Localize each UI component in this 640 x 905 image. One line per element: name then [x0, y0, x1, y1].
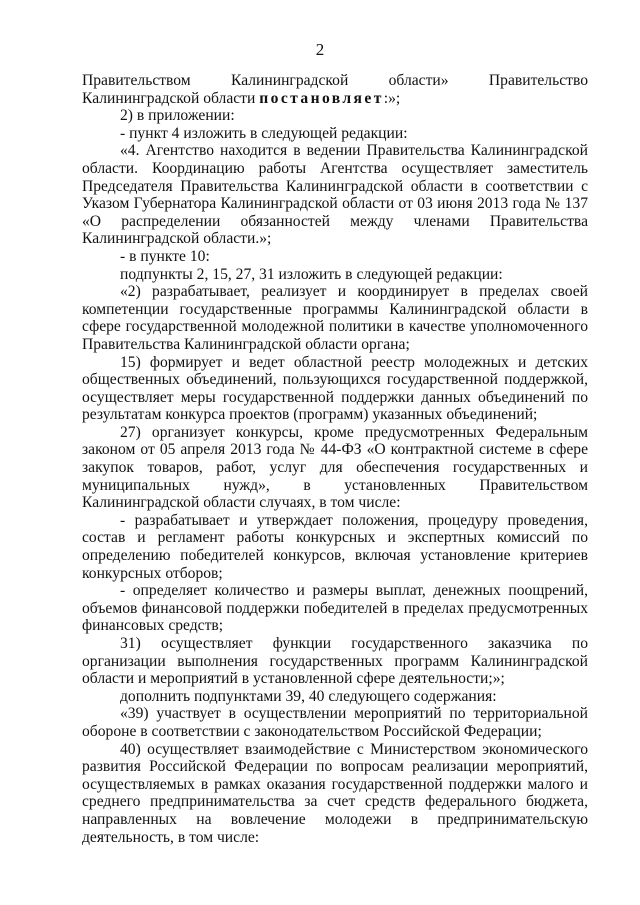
paragraph-4: - в пункте 10:: [120, 247, 210, 265]
paragraph-intro: [82, 72, 588, 107]
paragraph-14: 40) осуществляет взаимодействие с Министерством экономического развития Российской Федерации по вопросам реализации мероприятий, осуществляемых в рамках оказания государственной поддержки малого и среднего предпринимательства за счет средств федерального бюджета, направленных на вовлечение молодежи в предпринимательскую деятельность, в том числе:: [82, 740, 588, 846]
paragraph-11: 31) осуществляет функции государственного заказчика по организации выполнения государственных программ Калининградской области и мероприятий в установленной сфере деятельности;»;: [82, 635, 588, 688]
paragraph-12: дополнить подпунктами 39, 40 следующего содержания:: [120, 687, 497, 705]
paragraph-1: 2) в приложении:: [120, 107, 235, 125]
paragraph-9: - разрабатывает и утверждает положения, процедуру проведения, состав и регламент работы конкурсных и экспертных комиссий по определению победителей конкурсов, включая установление критериев конкурсных отборов;: [82, 511, 588, 582]
paragraph-8: 27) организует конкурсы, кроме предусмотренных Федеральным законом от 05 апреля 2013 года № 44-ФЗ «О контрактной системе в сфере закупок товаров, работ, услуг для обеспечения государственных и муниципальных нужд», в установленных Правительством Калининградской области случаях, в том числе:: [82, 423, 588, 512]
paragraph-6: «2) разрабатывает, реализует и координирует в пределах своей компетенции государственные программы Калининградской области в сфере государственной молодежной политики в качестве уполномоченного Правительства Калининградской области органа;: [82, 283, 588, 353]
paragraph-7: 15) формирует и ведет областной реестр молодежных и детских общественных объединений, пользующихся государственной поддержкой, осуществляет меры государственной поддержки данных объединений по результатам конкурса проектов (программ) указанных объединений;: [82, 353, 588, 424]
page-number: 2: [315, 40, 325, 59]
paragraph-3: «4. Агентство находится в ведении Правительства Калининградской области. Координацию работы Агентства осуществляет заместитель Председателя Правительства Калининградской области в соответствии с Указом Губернатора Калининградской области от 03 июня 2013 года № 137 «О распределении обязанностей между членами Правительства Калининградской области.»;: [82, 142, 588, 248]
intro-tail: :»;: [383, 89, 401, 107]
paragraph-2: - пункт 4 изложить в следующей редакции:: [120, 124, 408, 142]
document-body: [82, 72, 588, 846]
intro-emphasis: постановляет: [259, 89, 384, 107]
paragraph-5: подпункты 2, 15, 27, 31 изложить в следующей редакции:: [120, 265, 503, 283]
paragraph-13: «39) участвует в осуществлении мероприятий по территориальной обороне в соответствии с законодательством Российской Федерации;: [82, 705, 588, 740]
paragraph-10: - определяет количество и размеры выплат, денежных поощрений, объемов финансовой поддержки победителей в пределах предусмотренных финансовых средств;: [82, 582, 588, 635]
intro-text: Правительством Калининградской области» Правительство Калининградской области: [82, 72, 588, 107]
